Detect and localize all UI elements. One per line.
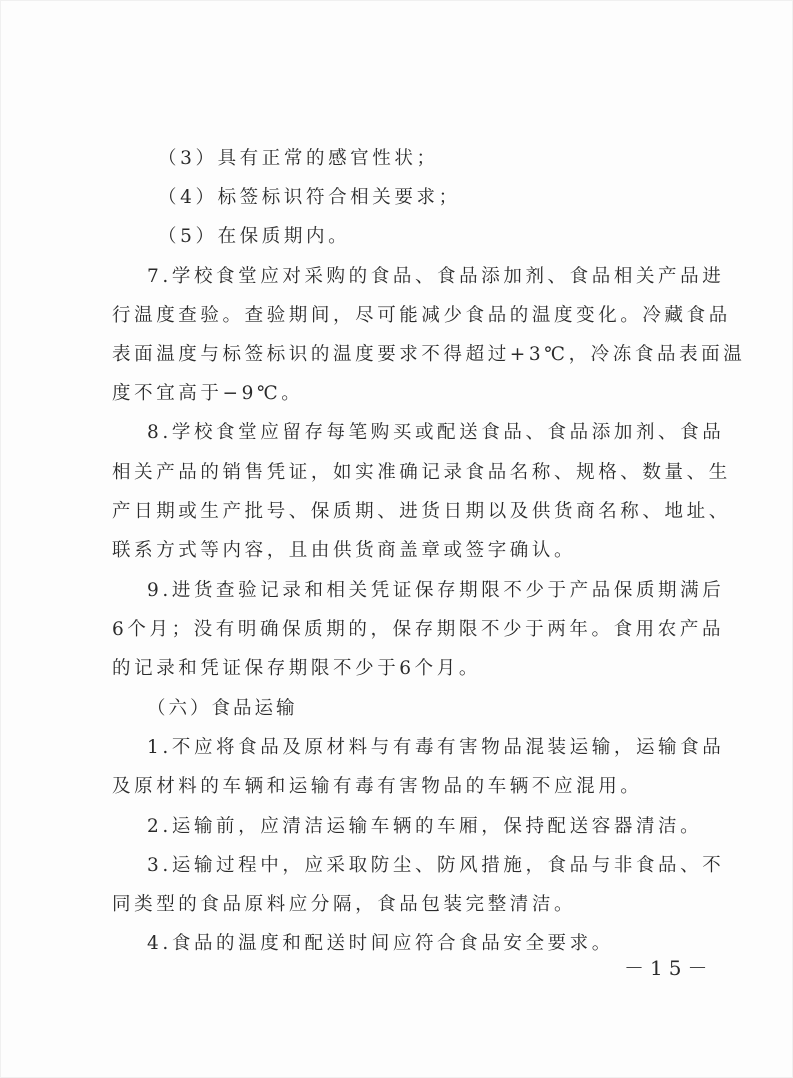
paragraph-7-line-4: 度不宜高于−9℃。 [112, 383, 304, 404]
transport-item-1-line-1: 1.不应将食品及原材料与有毒有害物品混装运输，运输食品 [147, 737, 725, 758]
transport-item-2: 2.运输前，应清洁运输车辆的车厢，保持配送容器清洁。 [147, 816, 703, 837]
paragraph-8-line-2: 相关产品的销售凭证，如实准确记录食品名称、规格、数量、生 [112, 462, 731, 483]
section-heading: （六）食品运输 [147, 698, 298, 719]
transport-item-3-line-2: 同类型的食品原料应分隔，食品包装完整清洁。 [112, 894, 577, 915]
paragraph-9-line-1: 9.进货查验记录和相关凭证保存期限不少于产品保质期满后 [147, 580, 725, 601]
paragraph-9-line-2: 6个月；没有明确保质期的，保存期限不少于两年。食用农产品 [112, 619, 725, 640]
list-item-5: （5）在保质期内。 [158, 226, 351, 247]
paragraph-8-line-3: 产日期或生产批号、保质期、进货日期以及供货商名称、地址、 [112, 501, 731, 522]
paragraph-7-line-2: 行温度查验。查验期间，尽可能减少食品的温度变化。冷藏食品 [112, 305, 731, 326]
transport-item-4: 4.食品的温度和配送时间应符合食品安全要求。 [147, 933, 614, 954]
paragraph-7-line-3: 表面温度与标签标识的温度要求不得超过+3℃，冷冻食品表面温 [112, 344, 746, 365]
list-item-4: （4）标签标识符合相关要求； [158, 187, 461, 208]
transport-item-3-line-1: 3.运输过程中，应采取防尘、防风措施，食品与非食品、不 [147, 855, 725, 876]
list-item-3: （3）具有正常的感官性状； [158, 148, 439, 169]
paragraph-9-line-3: 的记录和凭证保存期限不少于6个月。 [112, 658, 481, 679]
paragraph-7-line-1: 7.学校食堂应对采购的食品、食品添加剂、食品相关产品进 [147, 266, 725, 287]
transport-item-1-line-2: 及原材料的车辆和运输有毒有害物品的车辆不应混用。 [112, 776, 643, 797]
paragraph-8-line-1: 8.学校食堂应留存每笔购买或配送食品、食品添加剂、食品 [147, 422, 725, 443]
page-number: －15－ [624, 956, 714, 980]
paragraph-8-line-4: 联系方式等内容，且由供货商盖章或签字确认。 [112, 540, 577, 561]
